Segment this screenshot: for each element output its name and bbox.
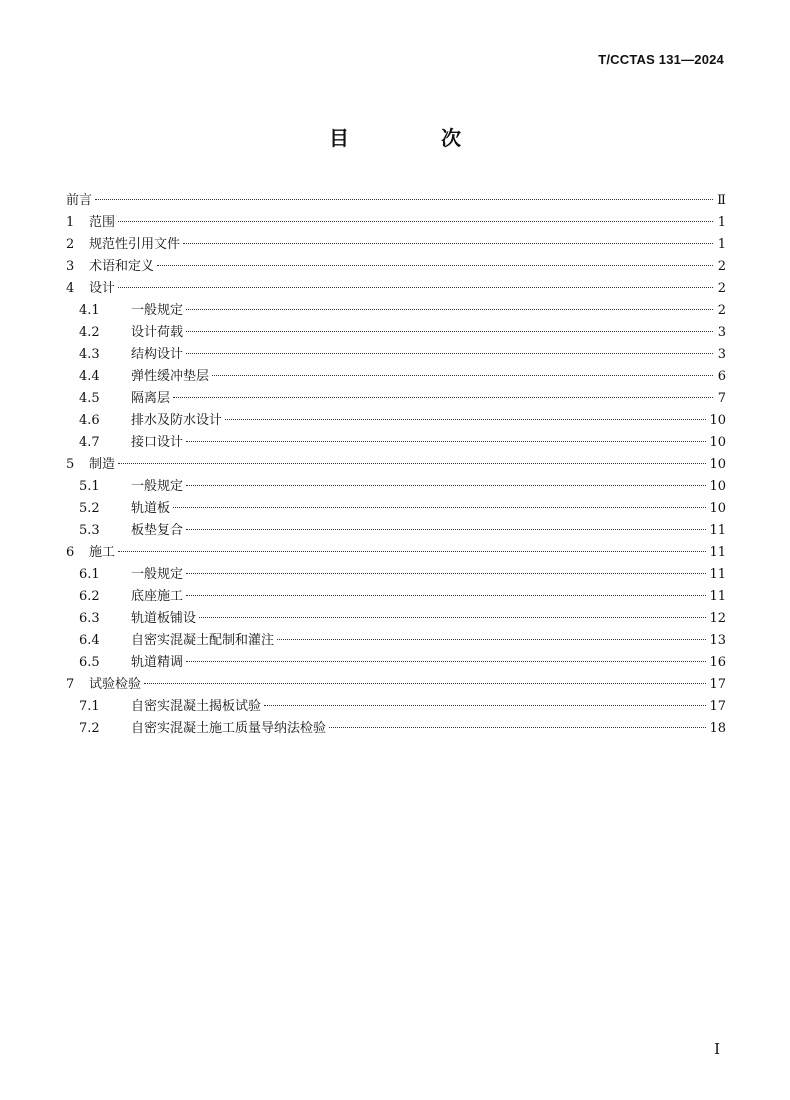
toc-entry-page: 10	[709, 435, 726, 450]
dot-leader	[186, 441, 706, 442]
dot-leader	[144, 683, 706, 684]
toc-entry-number: 4	[66, 281, 75, 296]
toc-entry-page: 11	[709, 567, 726, 582]
toc-entry-label: 制造	[89, 457, 116, 472]
toc-entry[interactable]	[66, 256, 726, 278]
toc-entry-label: 一般规定	[131, 479, 184, 494]
toc-entry[interactable]	[66, 410, 726, 432]
toc-entry-page: 11	[709, 523, 726, 538]
dot-leader	[212, 375, 713, 376]
toc-entry-page: 18	[709, 721, 726, 736]
toc-entry-page: 1	[717, 237, 726, 252]
toc-entry-page: 3	[717, 325, 726, 340]
toc-entry-page: 10	[709, 413, 726, 428]
toc-entry-label: 接口设计	[131, 435, 184, 450]
toc-entry-page: 17	[709, 699, 726, 714]
dot-leader	[199, 617, 706, 618]
table-of-contents	[66, 190, 726, 740]
toc-entry-number: 6.3	[79, 611, 100, 626]
toc-entry-number: 2	[66, 237, 75, 252]
toc-entry[interactable]	[66, 454, 726, 476]
toc-entry-number: 4.3	[79, 347, 100, 362]
toc-entry-label: 一般规定	[131, 567, 184, 582]
toc-entry[interactable]	[66, 520, 726, 542]
dot-leader	[118, 221, 713, 222]
toc-entry-number: 3	[66, 259, 75, 274]
dot-leader	[118, 551, 706, 552]
toc-entry[interactable]	[66, 586, 726, 608]
toc-entry[interactable]	[66, 630, 726, 652]
dot-leader	[186, 485, 706, 486]
toc-entry[interactable]	[66, 212, 726, 234]
toc-entry[interactable]	[66, 542, 726, 564]
toc-entry-label: 排水及防水设计	[131, 413, 223, 428]
toc-entry-label: 施工	[89, 545, 116, 560]
toc-entry-label: 术语和定义	[89, 259, 155, 274]
toc-entry-number: 4.6	[79, 413, 100, 428]
toc-entry[interactable]	[66, 388, 726, 410]
toc-entry-page: 10	[709, 479, 726, 494]
toc-entry[interactable]	[66, 344, 726, 366]
toc-entry-number: 7	[66, 677, 75, 692]
toc-entry[interactable]	[66, 476, 726, 498]
dot-leader	[264, 705, 706, 706]
toc-entry-number: 5	[66, 457, 75, 472]
toc-entry-number: 5.3	[79, 523, 100, 538]
toc-entry-number: 6.1	[79, 567, 100, 582]
toc-entry-label: 轨道板	[131, 501, 171, 516]
toc-entry[interactable]	[66, 718, 726, 740]
toc-entry-label: 试验检验	[89, 677, 142, 692]
toc-entry-number: 6.4	[79, 633, 100, 648]
toc-entry[interactable]	[66, 322, 726, 344]
toc-entry[interactable]	[66, 300, 726, 322]
toc-entry-page: 10	[709, 457, 726, 472]
toc-entry-label: 板垫复合	[131, 523, 184, 538]
toc-entry-label: 自密实混凝土揭板试验	[131, 699, 262, 714]
dot-leader	[186, 353, 713, 354]
toc-entry[interactable]	[66, 190, 726, 212]
toc-entry-page: 11	[709, 545, 726, 560]
dot-leader	[277, 639, 706, 640]
toc-entry[interactable]	[66, 278, 726, 300]
toc-entry-number: 4.1	[79, 303, 100, 318]
toc-entry-number: 1	[66, 215, 75, 230]
dot-leader	[225, 419, 706, 420]
toc-entry-label: 轨道精调	[131, 655, 184, 670]
toc-entry[interactable]	[66, 652, 726, 674]
toc-entry-number: 4.7	[79, 435, 100, 450]
toc-entry-page: 13	[709, 633, 726, 648]
dot-leader	[329, 727, 706, 728]
toc-entry-page: 12	[709, 611, 726, 626]
toc-entry-label: 自密实混凝土配制和灌注	[131, 633, 275, 648]
toc-entry-label: 隔离层	[131, 391, 171, 406]
toc-entry-page: 7	[717, 391, 726, 406]
toc-entry-number: 4.4	[79, 369, 100, 384]
toc-entry-page: 2	[717, 303, 726, 318]
toc-entry[interactable]	[66, 366, 726, 388]
toc-entry-number: 6.5	[79, 655, 100, 670]
toc-entry-page: 6	[717, 369, 726, 384]
dot-leader	[186, 529, 706, 530]
toc-entry-number: 7.1	[79, 699, 100, 714]
toc-entry[interactable]	[66, 608, 726, 630]
toc-entry-label: 弹性缓冲垫层	[131, 369, 210, 384]
toc-entry-label: 结构设计	[131, 347, 184, 362]
toc-entry[interactable]	[66, 696, 726, 718]
toc-entry-page: 10	[709, 501, 726, 516]
toc-entry[interactable]	[66, 564, 726, 586]
toc-entry-number: 7.2	[79, 721, 100, 736]
toc-entry[interactable]	[66, 674, 726, 696]
toc-entry-page: 2	[717, 259, 726, 274]
toc-entry-number: 5.1	[79, 479, 100, 494]
toc-entry-page: 3	[717, 347, 726, 362]
toc-entry-page: 2	[717, 281, 726, 296]
toc-entry-number: 4.2	[79, 325, 100, 340]
toc-entry[interactable]	[66, 498, 726, 520]
toc-entry[interactable]	[66, 432, 726, 454]
document-id: T/CCTAS 131—2024	[598, 52, 724, 67]
dot-leader	[183, 243, 713, 244]
toc-entry-page: 11	[709, 589, 726, 604]
dot-leader	[186, 661, 706, 662]
toc-entry-label: 一般规定	[131, 303, 184, 318]
toc-entry-label: 设计荷载	[131, 325, 184, 340]
toc-entry-label: 设计	[89, 281, 116, 296]
dot-leader	[186, 331, 713, 332]
toc-entry-label: 自密实混凝土施工质量导纳法检验	[131, 721, 327, 736]
dot-leader	[173, 397, 713, 398]
toc-entry-label: 轨道板铺设	[131, 611, 197, 626]
toc-entry-number: 4.5	[79, 391, 100, 406]
toc-entry-page: 17	[709, 677, 726, 692]
dot-leader	[118, 463, 706, 464]
dot-leader	[95, 199, 713, 200]
toc-entry-number: 6	[66, 545, 75, 560]
toc-entry-number: 6.2	[79, 589, 100, 604]
toc-entry-page: 16	[709, 655, 726, 670]
dot-leader	[186, 573, 706, 574]
toc-entry-number: 5.2	[79, 501, 100, 516]
toc-entry-page: 1	[717, 215, 726, 230]
dot-leader	[173, 507, 706, 508]
dot-leader	[118, 287, 713, 288]
toc-entry[interactable]	[66, 234, 726, 256]
page-number: I	[714, 1040, 720, 1058]
toc-entry-label: 前言	[66, 193, 93, 208]
page-title: 目 次	[329, 126, 497, 150]
toc-entry-page: Ⅱ	[717, 193, 726, 208]
toc-entry-label: 底座施工	[131, 589, 184, 604]
dot-leader	[157, 265, 713, 266]
toc-entry-label: 规范性引用文件	[89, 237, 181, 252]
toc-entry-label: 范围	[89, 215, 116, 230]
dot-leader	[186, 309, 713, 310]
dot-leader	[186, 595, 706, 596]
